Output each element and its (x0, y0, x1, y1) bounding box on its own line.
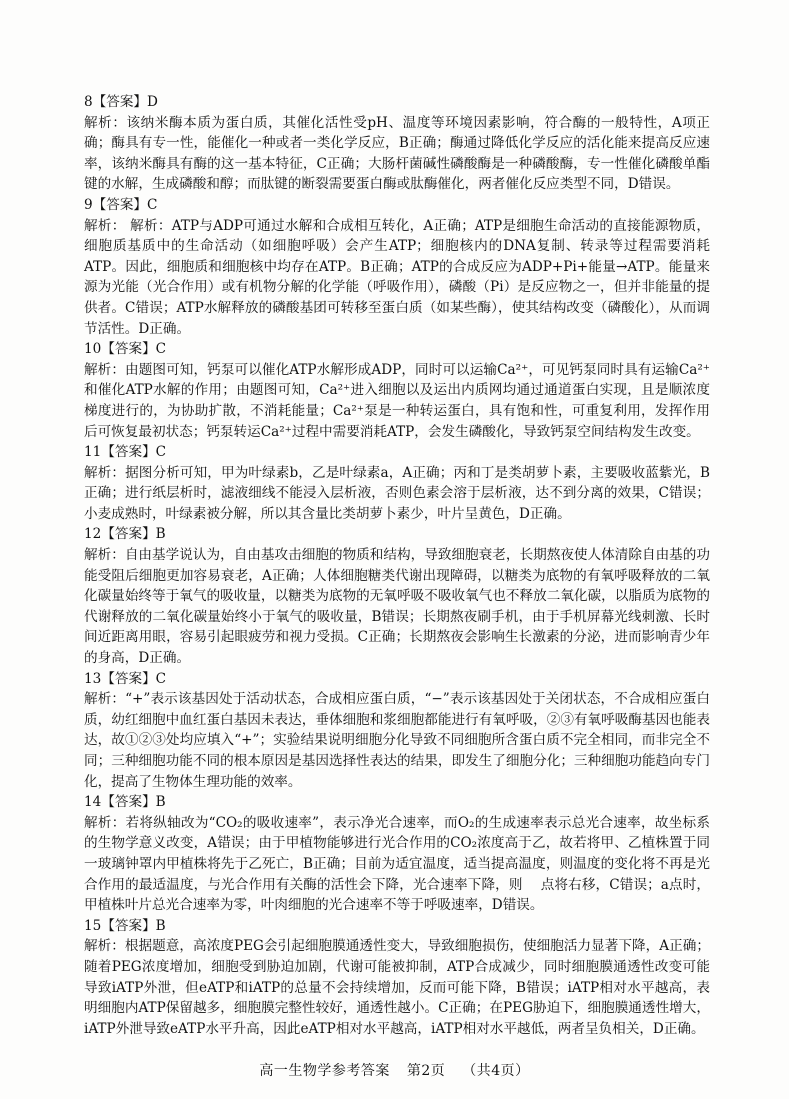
answer-10: 10【答案】C (84, 341, 167, 358)
explanation-11: 解析：据图分析可知，甲为叶绿素b，乙是叶绿素a，A正确；丙和丁是类胡萝卜素，主要吸收蓝紫光，B正确；进行纸层析时，滤液细线不能浸入层析液，否则色素会溶于层析液，达不到分离的效果，C错误；小麦成熟时，叶绿素被分解，所以其含量比类胡萝卜素少，叶片呈黄色，D正确。 (84, 464, 710, 522)
answer-8: 8【答案】D (84, 94, 158, 110)
answer-11: 11【答案】C (84, 444, 167, 461)
answer-14: 14【答案】B (84, 794, 166, 811)
explanation-13: 解析：“+”表示该基因处于活动状态，合成相应蛋白质，“−”表示该基因处于关闭状态，不合成相应蛋白质，幼红细胞中血红蛋白基因未表达，垂体细胞和浆细胞都能进行有氧呼吸，②③有氧呼吸酶基因也能表达，故①②③处均应填入“+”；实验结果说明细胞分化导致不同细胞所含蛋白质不完全相同，而非完全不同；三种细胞功能不同的根本原因是基因选择性表达的结果，即发生了细胞分化；三种细胞功能趋向专门化，提高了生物体生理功能的效率。 (84, 691, 710, 790)
answer-13: 13【答案】C (84, 670, 167, 687)
answer-9: 9【答案】C (84, 196, 158, 213)
explanation-12: 解析：自由基学说认为，自由基攻击细胞的物质和结构，导致细胞衰老，长期熬夜使人体清除自由基的功能受阻后细胞更加容易衰老，A正确；人体细胞糖类代谢出现障碍，以糖类为底物的有氧呼吸释放的二氧化碳量始终等于氧气的吸收量，以糖类为底物的无氧呼吸不吸收氧气也不释放二氧化碳，以脂质为底物的代谢释放的二氧化碳量始终小于氧气的吸收量，B错误；长期熬夜刷手机，由于手机屏幕光线刺激、长时间近距离用眼，容易引起眼疲劳和视力受损。C正确；长期熬夜会影响生长激素的分泌，进而影响青少年的身高，D正确。 (84, 547, 710, 667)
answer-15: 15【答案】B (84, 917, 166, 934)
explanation-9: 解析： 解析：ATP与ADP可通过水解和合成相互转化，A正确；ATP是细胞生命活动的直接能源物质，细胞质基质中的生命活动（如细胞呼吸）会产生ATP；细胞核内的DNA复制、转录等过程需要消耗ATP。因此，细胞质和细胞核中均存在ATP。B正确；ATP的合成反应为ADP+Pi+能量→ATP。能量来源为光能（光合作用）或有机物分解的化学能（呼吸作用），磷酸（Pi）是反应物之一，但并非能量的提供者。C错误；ATP水解释放的磷酸基团可转移至蛋白质（如某些酶），使其结构改变（磷酸化），从而调节活性。D正确。 (84, 217, 710, 337)
footer-total-pages: （共4页） (462, 1063, 530, 1079)
answer-list (84, 92, 710, 1039)
explanation-14: 解析：若将纵轴改为“CO₂的吸收速率”，表示净光合速率，而O₂的生成速率表示总光合速率，故坐标系的生物学意义改变，A错误；由于甲植物能够进行光合作用的CO₂浓度高于乙，故若将甲、乙植株置于同一玻璃钟罩内甲植株将先于乙死亡，B正确；目前为适宜温度，适当提高温度，则温度的变化将不再是光合作用的最适温度，与光合作用有关酶的活性会下降，光合速率下降，则 点将右移，C错误；a点时，甲植株叶片总光合速率为零，叶肉细胞的光合速率不等于呼吸速率，D错误。 (84, 814, 710, 914)
explanation-10: 解析：由题图可知，钙泵可以催化ATP水解形成ADP，同时可以运输Ca²⁺，可见钙泵同时具有运输Ca²⁺和催化ATP水解的作用；由题图可知，Ca²⁺进入细胞以及运出内质网均通过通道蛋白实现，且是顺浓度梯度进行的，为协助扩散，不消耗能量；Ca²⁺泵是一种转运蛋白，具有饱和性，可重复利用，发挥作用后可恢复最初状态；钙泵转运Ca²⁺过程中需要消耗ATP，会发生磷酸化，导致钙泵空间结构发生改变。 (84, 361, 710, 440)
explanation-15: 解析：根据题意，高浓度PEG会引起细胞膜通透性变大，导致细胞损伤，使细胞活力显著下降，A正确；随着PEG浓度增加，细胞受到胁迫加剧，代谢可能被抑制，ATP合成减少，同时细胞膜通透性改变可能导致iATP外泄，但eATP和iATP的总量不会持续增加，反而可能下降，B错误；iATP相对水平越高，表明细胞内ATP保留越多，细胞膜完整性较好，通透性越小。C正确；在PEG胁迫下，细胞膜通透性增大，iATP外泄导致eATP水平升高，因此eATP相对水平越高，iATP相对水平越低，两者呈负相关，D正确。 (84, 938, 710, 1037)
footer-title: 高一生物学参考答案 (259, 1063, 390, 1079)
answer-12: 12【答案】B (84, 526, 166, 543)
page-footer (0, 1060, 789, 1080)
explanation-8: 解析：该纳米酶本质为蛋白质，其催化活性受pH、温度等环境因素影响，符合酶的一般特性，A项正确；酶具有专一性，能催化一种或者一类化学反应，B正确；酶通过降低化学反应的活化能来提高反应速率，该纳米酶具有酶的这一基本特征，C正确；大肠杆菌碱性磷酸酶是一种磷酸酶，专一性催化磷酸单酯键的水解，生成磷酸和醇；而肽键的断裂需要蛋白酶或肽酶催化，两者催化反应类型不同，D错误。 (84, 114, 710, 193)
footer-page-number: 第2页 (406, 1063, 446, 1079)
